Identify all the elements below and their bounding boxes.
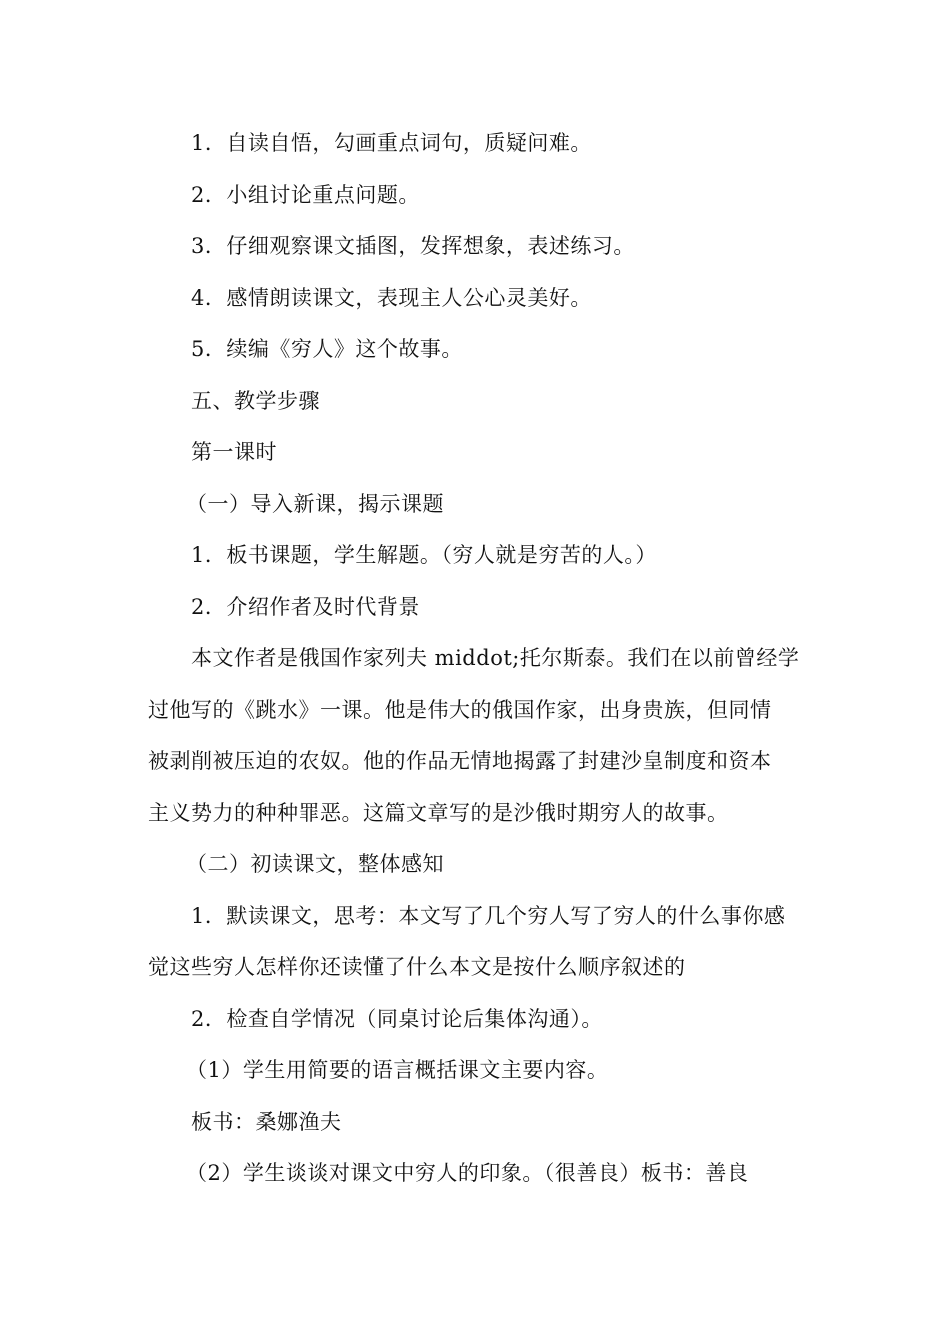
list-item: （2）学生谈谈对课文中穷人的印象。（很善良）板书：善良 bbox=[186, 1161, 749, 1185]
paragraph-line: 觉这些穷人怎样你还读懂了什么本文是按什么顺序叙述的 bbox=[148, 955, 686, 979]
section-heading: 五、教学步骤 bbox=[191, 388, 320, 413]
list-item: 3．仔细观察课文插图，发挥想象，表述练习。 bbox=[191, 234, 635, 258]
lesson-heading: 第一课时 bbox=[191, 440, 277, 464]
document-body bbox=[148, 118, 808, 1200]
paragraph-line: 主义势力的种种罪恶。这篇文章写的是沙俄时期穷人的故事。 bbox=[148, 800, 729, 825]
list-item: 1．自读自悟，勾画重点词句，质疑问难。 bbox=[191, 131, 592, 155]
paragraph-line: 1．默读课文，思考：本文写了几个穷人写了穷人的什么事你感 bbox=[191, 903, 786, 928]
list-item: 2．介绍作者及时代背景 bbox=[191, 594, 420, 619]
paragraph-line: 被剥削被压迫的农奴。他的作品无情地揭露了封建沙皇制度和资本 bbox=[148, 749, 772, 773]
list-item: 1．板书课题，学生解题。（穷人就是穷苦的人。） bbox=[191, 543, 657, 567]
section-heading: （一）导入新课，揭示课题 bbox=[186, 491, 444, 516]
list-item: （1）学生用简要的语言概括课文主要内容。 bbox=[186, 1058, 609, 1082]
list-item: 板书：桑娜渔夫 bbox=[191, 1109, 342, 1134]
list-item: 4．感情朗读课文，表现主人公心灵美好。 bbox=[191, 285, 592, 310]
list-item: 5．续编《穷人》这个故事。 bbox=[191, 337, 463, 361]
paragraph-line: 本文作者是俄国作家列夫 middot;托尔斯泰。我们在以前曾经学 bbox=[191, 646, 800, 670]
list-item: 2．小组讨论重点问题。 bbox=[191, 182, 420, 207]
list-item: 2．检查自学情况（同桌讨论后集体沟通）。 bbox=[191, 1006, 603, 1031]
paragraph-line: 过他写的《跳水》一课。他是伟大的俄国作家，出身贵族，但同情 bbox=[148, 697, 772, 722]
section-heading: （二）初读课文，整体感知 bbox=[186, 852, 444, 876]
